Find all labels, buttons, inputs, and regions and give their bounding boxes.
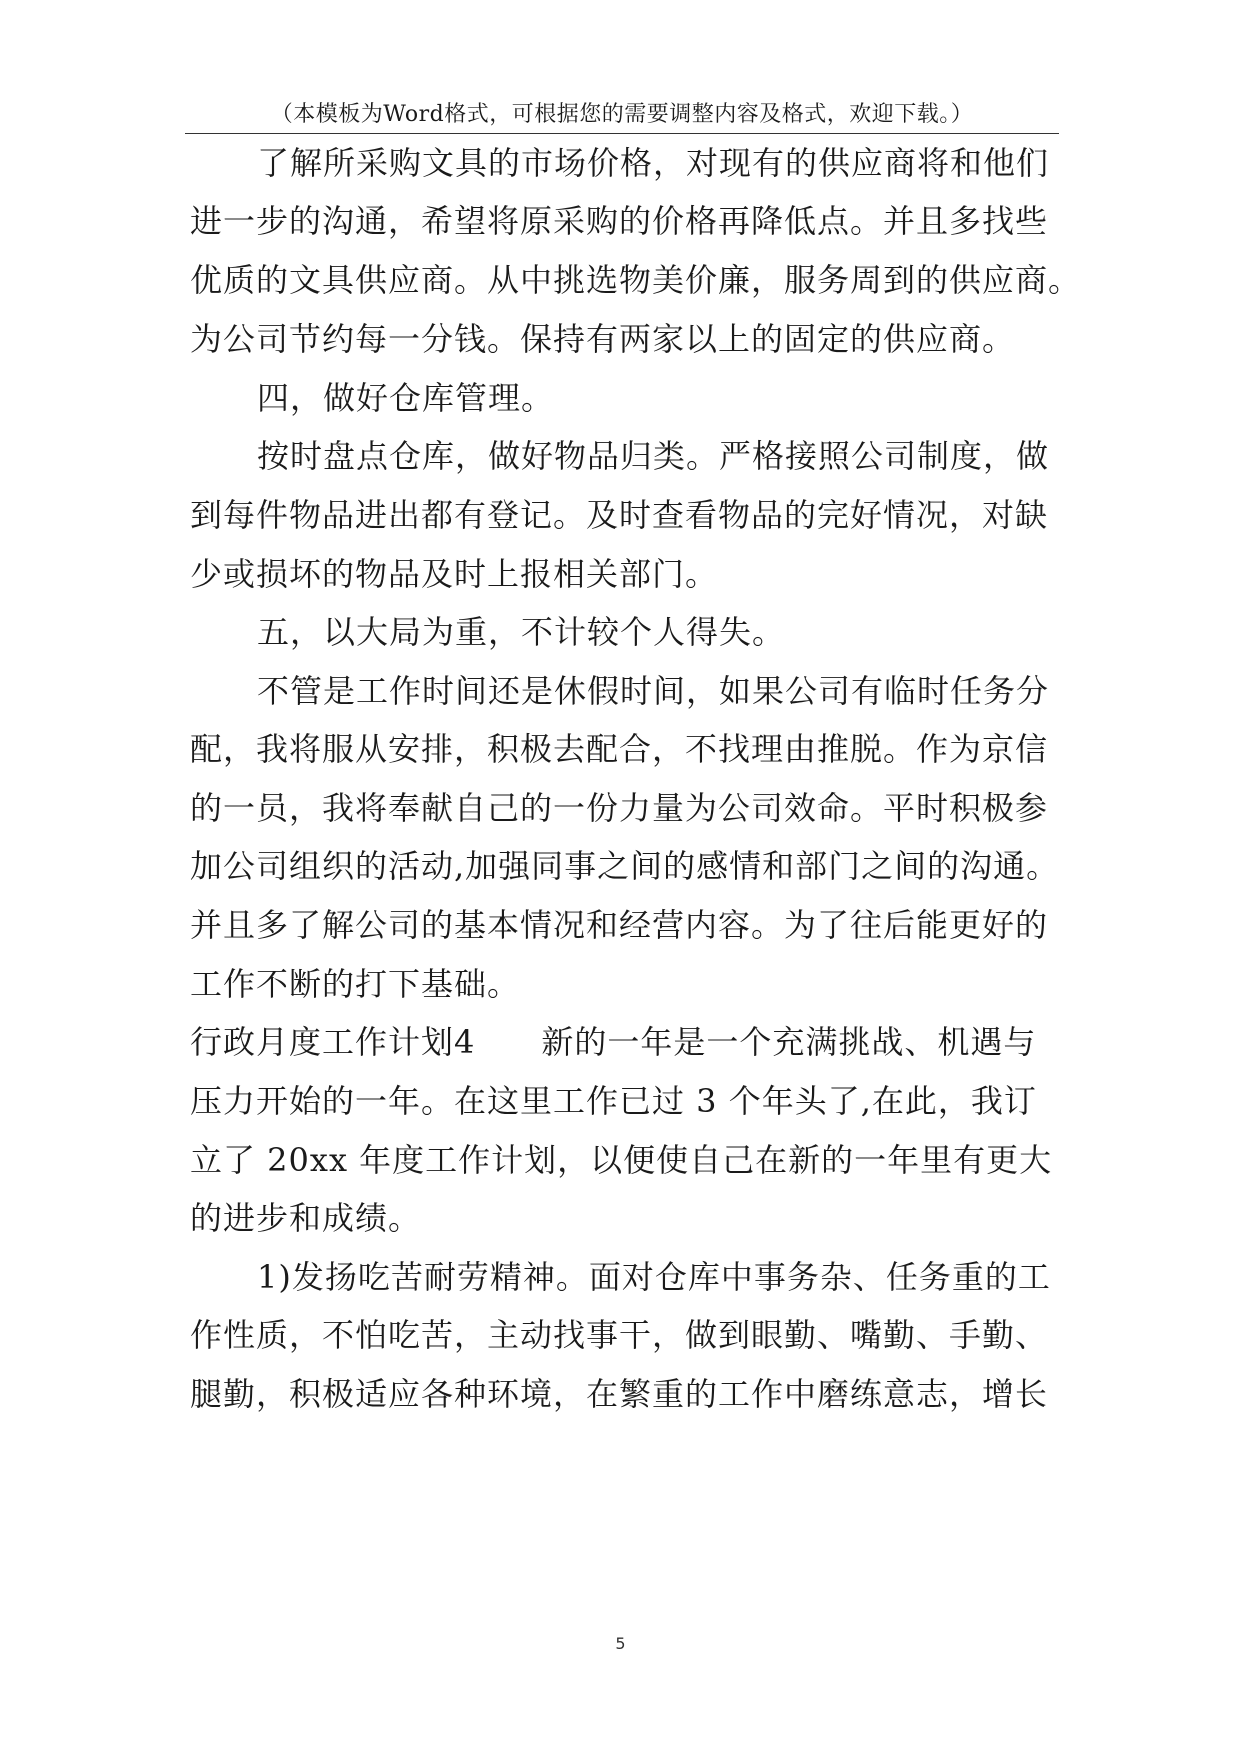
body-line: 的一员，我将奉献自己的一份力量为公司效命。平时积极参 <box>190 789 1049 827</box>
body-line: 配，我将服从安排，积极去配合，不找理由推脱。作为京信 <box>190 730 1049 768</box>
body-line: 不管是工作时间还是休假时间，如果公司有临时任务分 <box>257 672 1050 710</box>
body-line: 优质的文具供应商。从中挑选物美价廉，服务周到的供应商。 <box>190 261 1082 299</box>
body-line: 的进步和成绩。 <box>190 1199 422 1237</box>
header-note: （本模板为Word格式，可根据您的需要调整内容及格式，欢迎下载。） <box>270 102 974 127</box>
body-line: 腿勤，积极适应各种环境，在繁重的工作中磨练意志，增长 <box>190 1375 1049 1413</box>
section-heading: 五，以大局为重，不计较个人得失。 <box>257 613 786 651</box>
body-line: 为公司节约每一分钱。保持有两家以上的固定的供应商。 <box>190 320 1016 358</box>
body-line: 并且多了解公司的基本情况和经营内容。为了往后能更好的 <box>190 906 1049 944</box>
section-title-line: 行政月度工作计划4 新的一年是一个充满挑战、机遇与 <box>190 1023 1037 1061</box>
body-line: 了解所采购文具的市场价格，对现有的供应商将和他们 <box>257 144 1050 182</box>
body-line: 工作不断的打下基础。 <box>190 965 521 1003</box>
body-line: 立了 20xx 年度工作计划，以便使自己在新的一年里有更大 <box>190 1141 1053 1179</box>
body-line: 作性质，不怕吃苦，主动找事干，做到眼勤、嘴勤、手勤、 <box>190 1316 1049 1354</box>
body-line: 加公司组织的活动,加强同事之间的感情和部门之间的沟通。 <box>190 847 1060 885</box>
section-heading: 四，做好仓库管理。 <box>257 379 555 417</box>
body-line: 按时盘点仓库，做好物品归类。严格接照公司制度，做 <box>257 437 1050 475</box>
body-line: 1)发扬吃苦耐劳精神。面对仓库中事务杂、任务重的工 <box>257 1258 1051 1296</box>
body-line: 到每件物品进出都有登记。及时查看物品的完好情况，对缺 <box>190 496 1049 534</box>
body-line: 少或损坏的物品及时上报相关部门。 <box>190 555 719 593</box>
body-line: 进一步的沟通，希望将原采购的价格再降低点。并且多找些 <box>190 202 1049 240</box>
page-number: 5 <box>615 1634 626 1653</box>
body-line: 压力开始的一年。在这里工作已过 3 个年头了,在此，我订 <box>190 1082 1037 1120</box>
